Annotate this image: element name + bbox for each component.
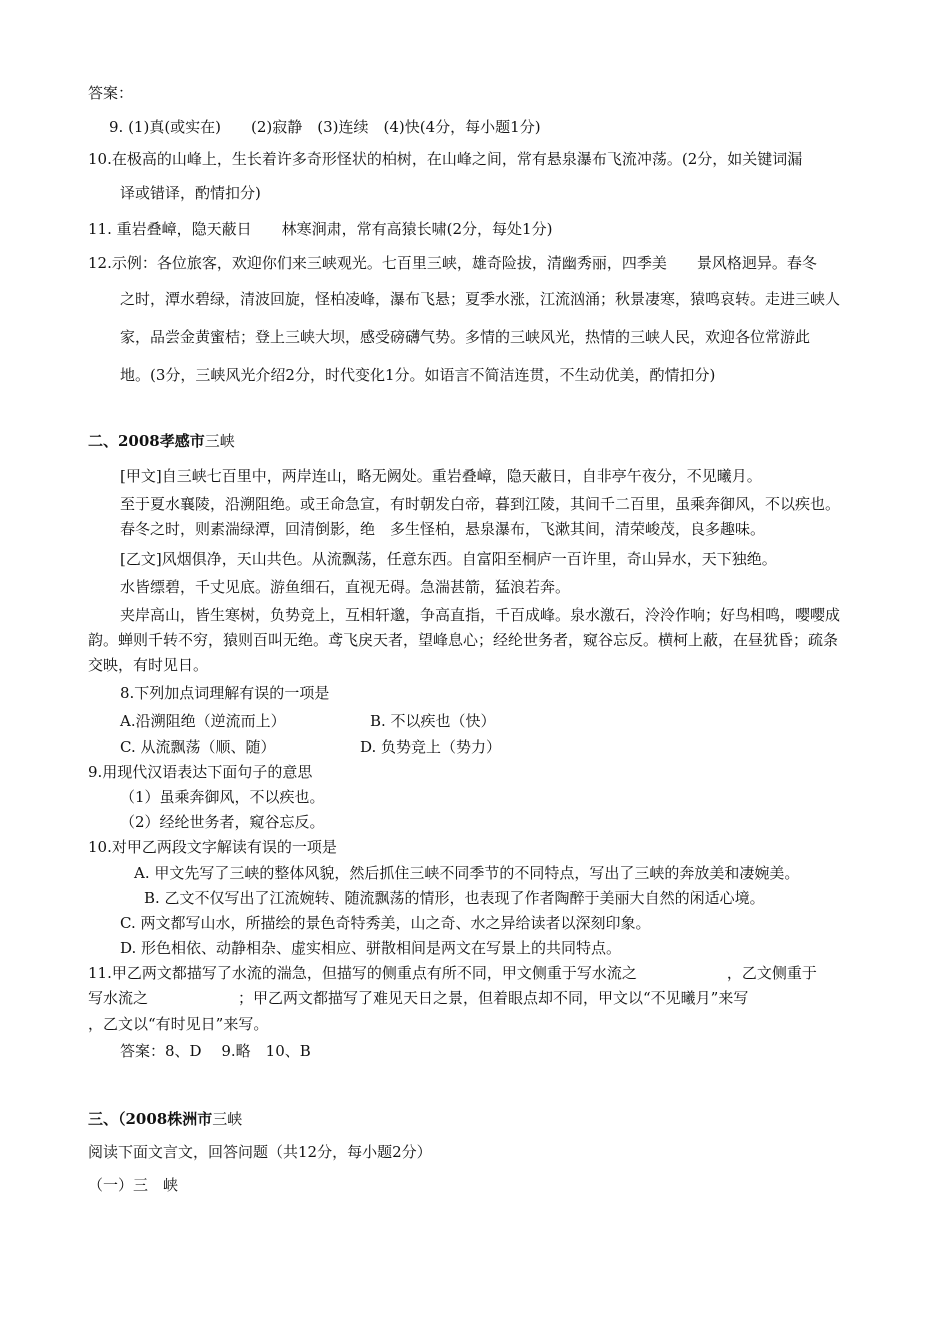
question-8-option-a: A.沿溯阻绝（逆流而上） [120,712,286,730]
answer-q12-line1: 12.示例：各位旅客，欢迎你们来三峡观光。七百里三峡，雄奇险拔，清幽秀丽，四季美 景风格迥异。春冬 [88,254,817,272]
answer-q12-line2: 之时，潭水碧绿，清波回旋，怪柏凌峰，瀑布飞悬；夏季水涨，江流汹涌；秋景凄寒，猿鸣哀转。走进三峡人 [120,290,841,308]
section2-answer: 答案：8、D 9.略 10、B [120,1042,311,1060]
section3-heading-prefix: 三、（2008株洲市 [88,1110,213,1128]
question-11-line1: 11.甲乙两文都描写了水流的湍急，但描写的侧重点有所不同，甲文侧重于写水流之 ，乙文侧重于 [88,964,817,982]
section3-heading-suffix: 三峡 [212,1110,243,1128]
yi-text-line5: 交映，有时见日。 [88,656,209,674]
question-9: 9.用现代汉语表达下面句子的意思 [88,763,313,781]
yi-text-line2: 水皆缥碧，千丈见底。游鱼细石，直视无碍。急湍甚箭，猛浪若奔。 [120,578,571,596]
section2-heading [88,431,235,451]
section2-heading-prefix: 二、2008孝感市 [88,432,205,450]
section2-heading-suffix: 三峡 [204,432,235,450]
question-8-option-b: B. 不以疾也（快） [370,712,496,730]
answer-q12-line4: 地。(3分，三峡风光介绍2分，时代变化1分。如语言不简洁连贯，不生动优美，酌情扣分) [120,366,716,384]
jia-text-line2: 至于夏水襄陵，沿溯阻绝。或王命急宣，有时朝发白帝，暮到江陵，其间千二百里，虽乘奔御风，不以疾也。 [120,495,841,513]
yi-text-line1: [乙文]风烟俱净，天山共色。从流飘荡，任意东西。自富阳至桐庐一百许里，奇山异水，天下独绝。 [120,550,777,568]
question-10-option-c: C. 两文都写山水，所描绘的景色奇特秀美，山之奇、水之异给读者以深刻印象。 [120,914,651,932]
answers-title: 答案： [88,84,134,102]
jia-text-line3: 春冬之时，则素湍绿潭，回清倒影，绝 多生怪柏，悬泉瀑布，飞漱其间，清荣峻茂，良多趣味。 [120,520,766,538]
yi-text-line4: 韵。蝉则千转不穷，猿则百叫无绝。鸢飞戾天者，望峰息心；经纶世务者，窥谷忘反。横柯上蔽，在昼犹昏；疏条 [88,631,839,649]
jia-text-line1: [甲文]自三峡七百里中，两岸连山，略无阙处。重岩叠嶂，隐天蔽日，自非亭午夜分，不见曦月。 [120,467,762,485]
question-10-option-b: B. 乙文不仅写出了江流婉转、随流飘荡的情形，也表现了作者陶醉于美丽大自然的闲适心境。 [144,889,765,907]
yi-text-line3: 夹岸高山，皆生寒树，负势竞上，互相轩邈，争高直指，千百成峰。泉水激石，泠泠作响；好鸟相鸣，嘤嘤成 [120,606,841,624]
question-10-option-d: D. 形色相依、动静相杂、虚实相应、骈散相间是两文在写景上的共同特点。 [120,939,622,957]
answer-q12-line3: 家，品尝金黄蜜桔；登上三峡大坝，感受磅礴气势。多情的三峡风光，热情的三峡人民，欢迎各位常游此 [120,328,811,346]
section3-subtitle: （一）三 峡 [88,1176,179,1194]
section3-intro: 阅读下面文言文，回答问题（共12分，每小题2分） [88,1143,432,1161]
answer-q10-line1: 10.在极高的山峰上，生长着许多奇形怪状的柏树，在山峰之间，常有悬泉瀑布飞流冲荡。(2分，如关键词漏 [88,150,803,168]
question-11-line2: 写水流之 ；甲乙两文都描写了难见天日之景，但着眼点却不同，甲文以“不见曦月”来写 [88,989,749,1007]
question-8-option-c: C. 从流飘荡（顺、随） [120,738,276,756]
answer-q9: 9. (1)真(或实在) (2)寂静 (3)连续 (4)快(4分，每小题1分) [109,118,541,136]
section3-heading [88,1109,242,1129]
question-9-item-2: （2）经纶世务者，窥谷忘反。 [120,813,325,831]
question-10: 10.对甲乙两段文字解读有误的一项是 [88,838,337,856]
question-8-option-d: D. 负势竞上（势力） [360,738,502,756]
answer-q11: 11. 重岩叠嶂，隐天蔽日 林寒涧肃，常有高猿长啸(2分，每处1分) [88,220,553,238]
question-11-line3: ，乙文以“有时见日”来写。 [88,1015,269,1033]
question-9-item-1: （1）虽乘奔御风，不以疾也。 [120,788,325,806]
answer-q10-line2: 译或错译，酌情扣分) [120,184,261,202]
question-10-option-a: A. 甲文先写了三峡的整体风貌，然后抓住三峡不同季节的不同特点，写出了三峡的奔放美和凄婉美。 [134,864,800,882]
question-8: 8.下列加点词理解有误的一项是 [120,684,330,702]
